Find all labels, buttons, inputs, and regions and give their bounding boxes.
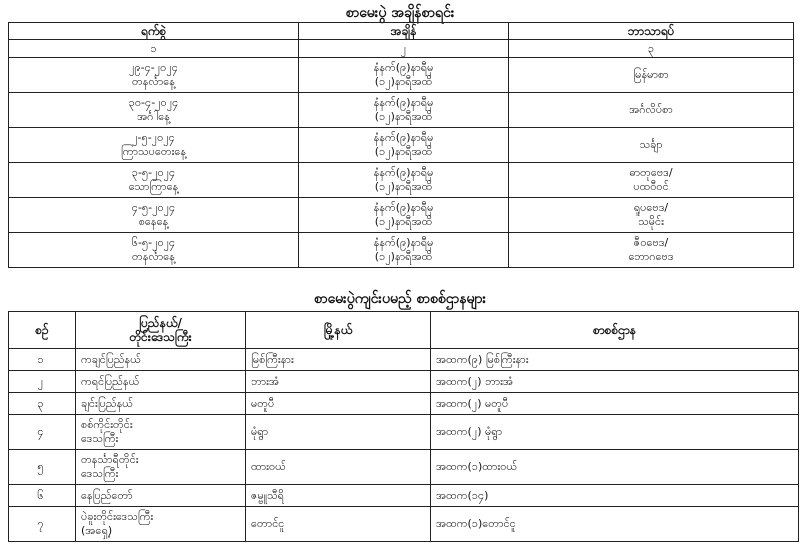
subject-cell [509,93,794,128]
date-cell [9,163,299,198]
region-text: တနင်္သာရီတိုင်း [81,453,139,466]
header-region-line2: တိုင်းဒေသကြီး [129,330,192,344]
time-end: (၁၂)နာရီအထိ [374,215,433,228]
time-cell [299,58,509,93]
subject-cell [509,58,794,93]
table-row [9,58,794,93]
township-cell: မတူပီ [246,393,431,415]
table-row [9,128,794,163]
region-text: နေပြည်တော် [81,488,133,502]
region-text: ချင်းပြည်နယ် [81,396,133,410]
header-serial: စဉ် [9,312,76,349]
day-text: အင်္ဂါနေ့ [137,110,170,123]
schedule-table [8,22,794,268]
time-start: နံနက်(၉)နာရီမှ [373,201,434,214]
date-text: ၂-၅-၂၀၂၄ [132,131,175,144]
time-end: (၁၂)နာရီအထိ [374,250,433,263]
subject-text-2: ပထဝီဝင် [633,180,669,193]
subject-text: အင်္ဂလိပ်စာ [629,103,673,116]
center-cell: အထက(၉) မြစ်ကြီးနား [431,349,799,371]
day-text: တနင်္လာနေ့ [132,75,175,88]
region-cell [76,485,246,507]
table-row [9,371,799,393]
time-end: (၁၂)နာရီအထိ [374,145,433,158]
header-center: စာစစ်ဌာန [431,312,799,349]
time-cell [299,233,509,268]
table-row [9,349,799,371]
region-text: ကရင်ပြည်နယ် [81,374,140,388]
table-row [9,450,799,485]
center-cell: အထက(၁)တောင်ငူ [431,507,799,542]
region-text: ကချင်ပြည်နယ် [81,352,141,366]
table-row [9,507,799,542]
time-cell [299,198,509,233]
subject-text: မြန်မာစာ [633,68,669,81]
time-start: နံနက်(၉)နာရီမှ [373,166,434,179]
region-text-2: ဒေသကြီး [81,467,119,480]
serial-cell: ၄ [9,415,76,450]
header-region-line1: ပြည်နယ်/ [139,316,182,330]
table-row [9,233,794,268]
date-text: ၃-၅-၂၀၂၄ [131,166,176,179]
subject-cell [509,233,794,268]
region-cell [76,349,246,371]
center-cell: အထက(၁)ထားဝယ် [431,450,799,485]
region-text: ပဲခူးတိုင်းဒေသကြီး [81,510,154,523]
column-number: ၂ [299,40,509,58]
day-text: သောကြာနေ့ [128,180,179,193]
time-end: (၁၂)နာရီအထိ [374,75,433,88]
township-cell: ထားဝယ် [246,450,431,485]
time-start: နံနက်(၉)နာရီမှ [373,61,434,74]
schedule-number-row [9,40,794,58]
schedule-title: စာမေးပွဲ အချိန်စာရင်း [345,5,455,21]
time-start: နံနက်(၉)နာရီမှ [373,236,434,249]
table-row [9,93,794,128]
region-text: စစ်ကိုင်းတိုင်း [81,418,133,431]
center-cell: အထက(၁၄) [431,485,799,507]
header-date: ရက်စွဲ [9,23,299,40]
township-cell: ဘားအံ [246,371,431,393]
region-text-2: (အရှေ့) [81,524,113,537]
date-text: ၂၉-၄-၂၀၂၄ [129,61,178,74]
serial-cell: ၃ [9,393,76,415]
column-number: ၁ [9,40,299,58]
center-cell: အထက(၂) ဘားအံ [431,371,799,393]
table-row [9,415,799,450]
date-text: ၃၀-၄-၂၀၂၄ [128,96,179,109]
date-cell [9,58,299,93]
day-text: စနေနေ့ [138,215,169,228]
time-end: (၁၂)နာရီအထိ [374,180,433,193]
region-cell [76,415,246,450]
center-cell: အထက(၂) မုံရွာ [431,415,799,450]
table-row [9,198,794,233]
date-cell [9,93,299,128]
center-cell: အထက(၂) မတူပီ [431,393,799,415]
date-text: ၆-၅-၂၀၂၄ [131,236,176,249]
subject-cell [509,163,794,198]
time-start: နံနက်(၉)နာရီမှ [373,131,434,144]
subject-cell [509,198,794,233]
subject-cell [509,128,794,163]
time-start: နံနက်(၉)နာရီမှ [373,96,434,109]
column-number: ၃ [509,40,794,58]
header-subject: ဘာသာရပ် [509,23,794,40]
date-cell [9,233,299,268]
serial-cell: ၂ [9,371,76,393]
time-cell [299,163,509,198]
time-cell [299,128,509,163]
subject-text: ရူပဗေဒ/ [633,201,669,214]
region-text-2: ဒေသကြီး [81,432,119,445]
region-cell [76,507,246,542]
subject-text: သင်္ချာ [639,138,663,151]
region-cell [76,393,246,415]
region-cell [76,371,246,393]
table-row [9,163,794,198]
time-end: (၁၂)နာရီအထိ [374,110,433,123]
serial-cell: ၆ [9,485,76,507]
header-region [76,312,246,349]
header-township: မြို့နယ် [246,312,431,349]
day-text: တနင်္လာနေ့ [132,250,175,263]
day-text: ကြာသပတေးနေ့ [120,145,187,158]
date-cell [9,128,299,163]
township-cell: ဇမ္ဗူသီရိ [246,485,431,507]
serial-cell: ၇ [9,507,76,542]
township-cell: မုံရွာ [246,415,431,450]
date-cell [9,198,299,233]
centers-title: စာမေးပွဲကျင်းပမည့် စာစစ်ဌာနများ [313,291,487,307]
subject-text-2: ဘောဂဗေဒ [628,250,674,263]
serial-cell: ၅ [9,450,76,485]
table-row [9,393,799,415]
region-cell [76,450,246,485]
table-row [9,485,799,507]
schedule-header-row [9,23,794,40]
centers-table [8,311,799,542]
subject-text-2: သမိုင်း [638,215,664,228]
subject-text: ဇီဝဗေဒ/ [633,236,669,249]
date-text: ၄-၅-၂၀၂၄ [131,201,176,214]
serial-cell: ၁ [9,349,76,371]
township-cell: တောင်ငူ [246,507,431,542]
subject-text: ဓာတုဗေဒ/ [629,166,673,179]
centers-header-row [9,312,799,349]
township-cell: မြစ်ကြီးနား [246,349,431,371]
header-time: အချိန် [299,23,509,40]
time-cell [299,93,509,128]
